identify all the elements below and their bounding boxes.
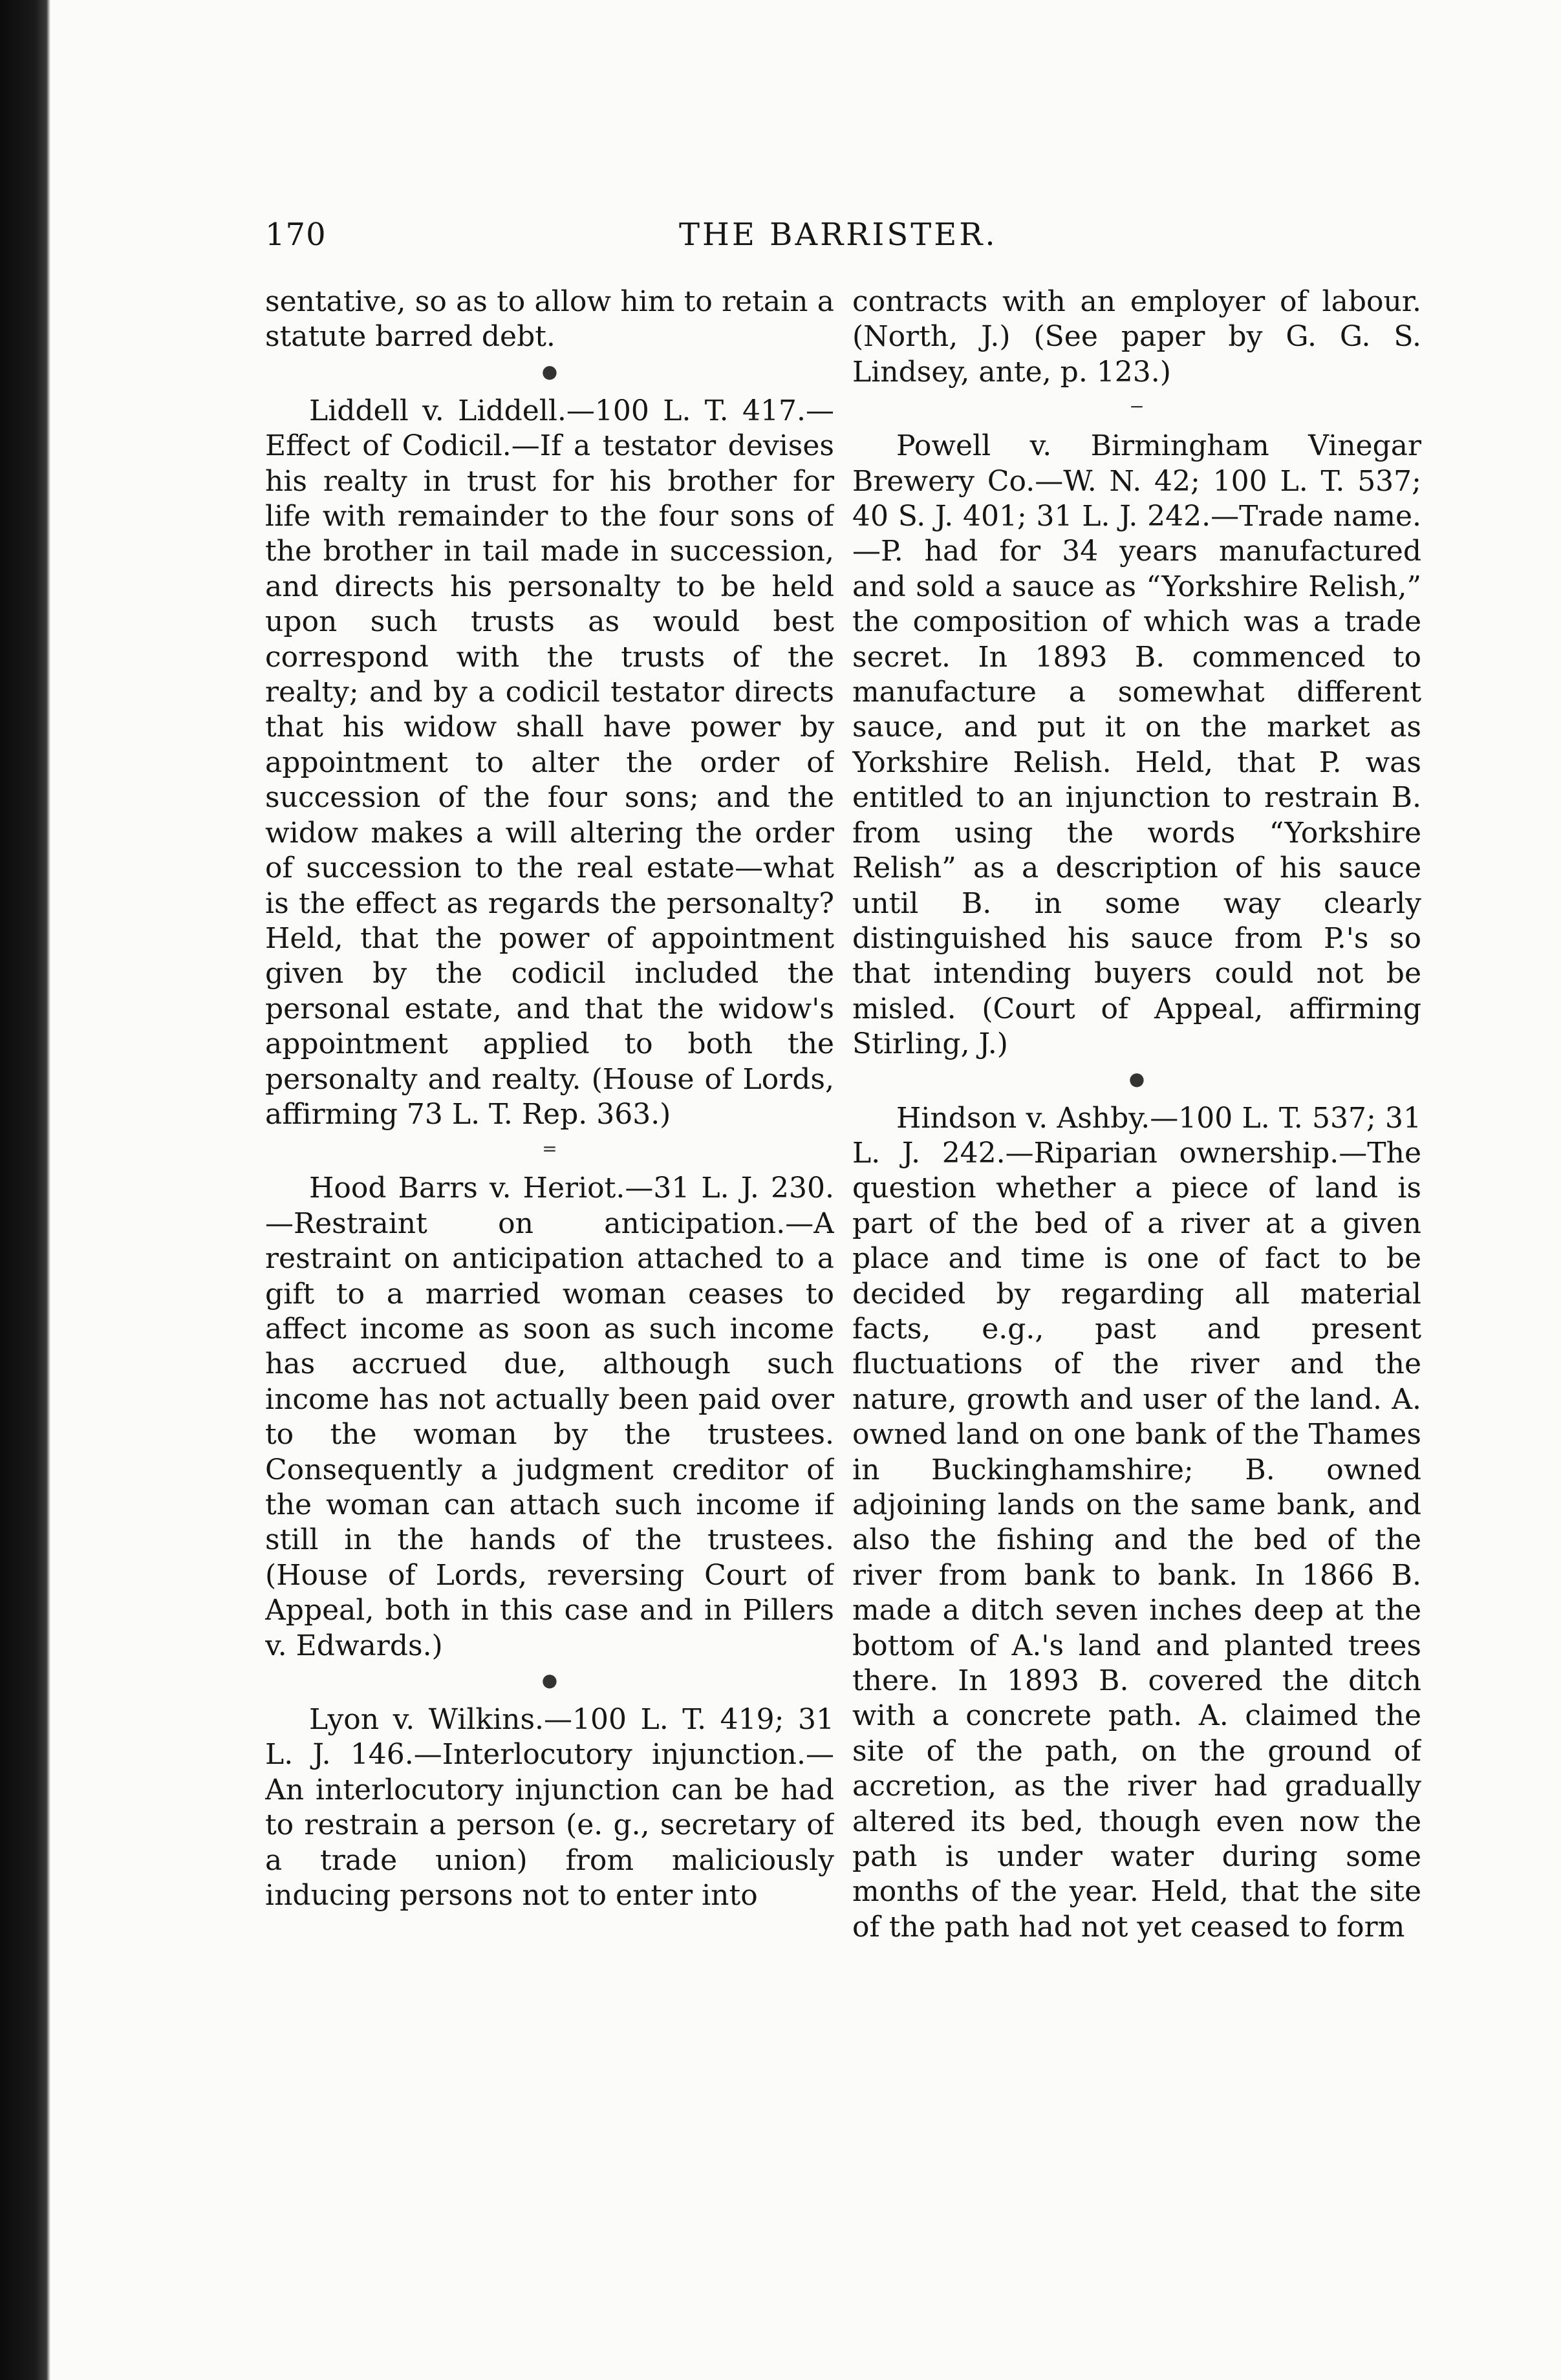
separator-mark: ● [541, 1669, 558, 1691]
separator-mark: = [542, 1138, 557, 1160]
journal-title: THE BARRISTER. [679, 217, 998, 253]
running-head [265, 217, 1419, 262]
case-entry-hood-barrs: Hood Barrs v. Heriot.—31 L. J. 230.—Restraint on anticipation.—A restraint on anticipation attached to a gift to a married woman ceases to affect income as soon as such income has accrued due, although such income has not actually been paid over to the woman by the trustees. Consequently a judgment creditor of the woman can attach such income if still in the hands of the trustees. (House of Lords, reversing Court of Appeal, both in this case and in Pillers v. Edwards.) [265, 1172, 834, 1662]
case-entry-hindson: Hindson v. Ashby.—100 L. T. 537; 31 L. J. 242.—Riparian ownership.—The question whether a piece of land is part of the bed of a river at a given place and time is one of fact to be decided by regarding all material facts, e.g., past and present fluctuations of the river and the nature, growth and user of the land. A. owned land on one bank of the Thames in Buckinghamshire; B. owned adjoining lands on the same bank, and also the fishing and the bed of the river from bank to bank. In 1866 B. made a ditch seven inches deep at the bottom of A.'s land and planted trees there. In 1893 B. covered the ditch with a concrete path. A. claimed the site of the path, on the ground of accretion, as the river had gradually altered its bed, though even now the path is under water during some months of the year. Held, that the site of the path had not yet ceased to form [852, 1101, 1421, 1944]
case-entry-lyon: Lyon v. Wilkins.—100 L. T. 419; 31 L. J. 146.—Interlocutory injunction.—An interlocutory injunction can be had to restrain a person (e. g., secretary of a trade union) from maliciously inducing persons not to enter into [265, 1703, 834, 1913]
separator-mark: ● [1128, 1067, 1145, 1089]
case-entry-liddell: Liddell v. Liddell.—100 L. T. 417.—Effect of Codicil.—If a testator devises his realty in trust for his brother for life with remainder to the four sons of the brother in tail made in succession, and directs his personalty to be held upon such trusts as would best correspond with the trusts of the realty; and by a codicil testator directs that his widow shall have power by appointment to alter the order of succession of the four sons; and the widow makes a will altering the order of succession to the real estate—what is the effect as regards the personalty? Held, that the power of appointment given by the codicil included the personal estate, and that the widow's appointment applied to both the personalty and realty. (House of Lords, affirming 73 L. T. Rep. 363.) [265, 394, 834, 1131]
continuation-paragraph: contracts with an employer of labour. (North, J.) (See paper by G. G. S. Lindsey, ante, p. 123.) [852, 285, 1421, 389]
scan-edge-shadow [0, 0, 50, 2380]
continuation-paragraph: sentative, so as to allow him to retain a statute barred debt. [265, 285, 834, 354]
case-entry-powell: Powell v. Birmingham Vinegar Brewery Co.—W. N. 42; 100 L. T. 537; 40 S. J. 401; 31 L. J. 242.—Trade name.—P. had for 34 years manufactured and sold a sauce as “Yorkshire Relish,” the composition of which was a trade secret. In 1893 B. commenced to manufacture a somewhat different sauce, and put it on the market as Yorkshire Relish. Held, that P. was entitled to an injunction to restrain B. from using the words “Yorkshire Relish” as a description of his sauce until B. in some way clearly distinguished his sauce from P.'s so that intending buyers could not be misled. (Court of Appeal, affirming Stirling, J.) [852, 429, 1421, 1061]
right-column [852, 284, 1421, 2321]
page-number: 170 [265, 217, 327, 253]
left-column [265, 284, 834, 2321]
separator-mark: − [1129, 396, 1145, 418]
separator-mark: ● [541, 360, 558, 382]
